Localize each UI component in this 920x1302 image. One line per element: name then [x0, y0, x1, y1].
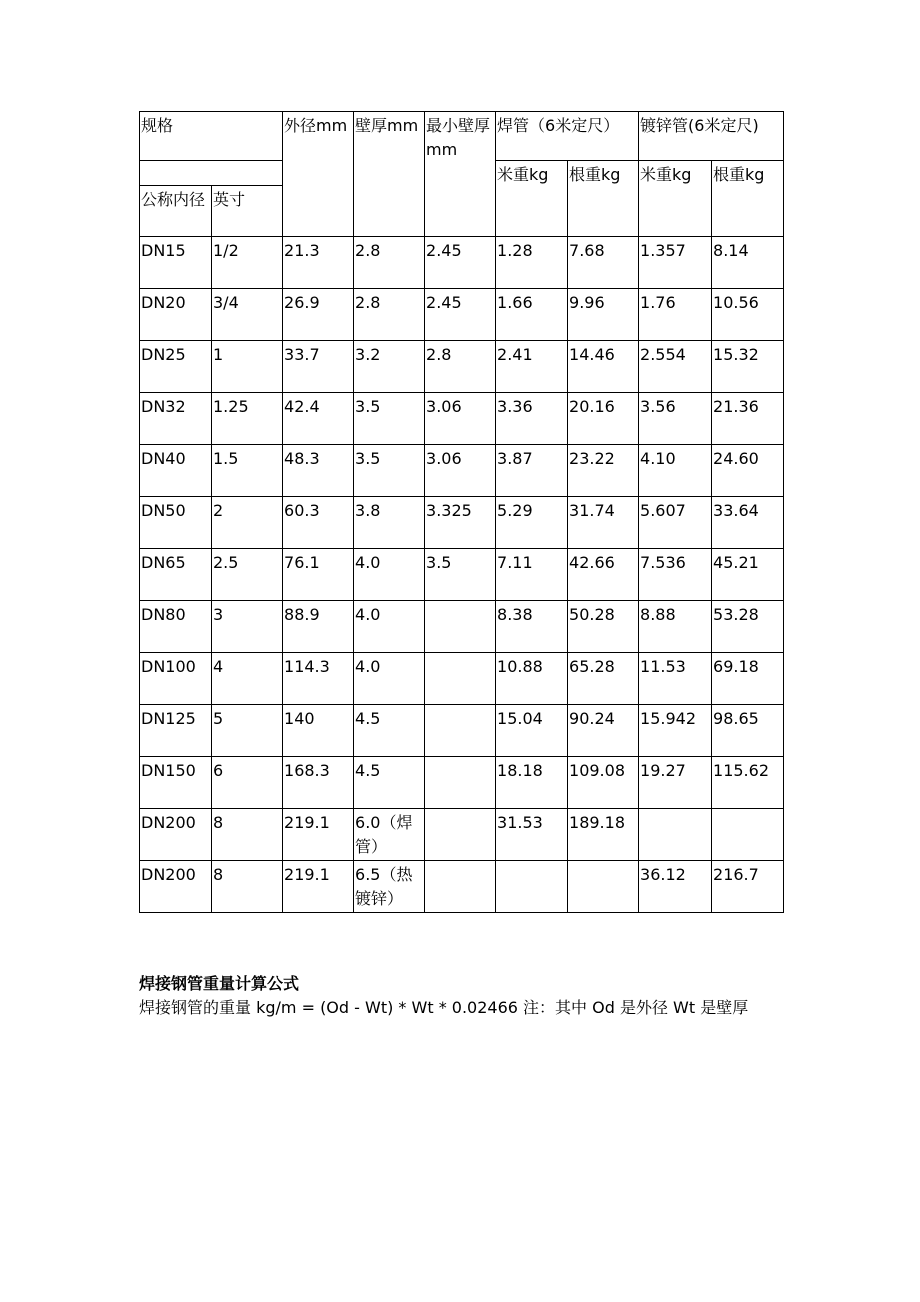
cell-outer-diameter: 168.3 [283, 757, 354, 809]
cell-welded-meter-weight: 1.28 [496, 237, 568, 289]
cell-outer-diameter: 42.4 [283, 393, 354, 445]
cell-welded-piece-weight: 65.28 [568, 653, 639, 705]
cell-welded-piece-weight: 42.66 [568, 549, 639, 601]
cell-galv-piece-weight [712, 809, 784, 861]
formula-section [139, 972, 809, 1020]
cell-min-wall [425, 705, 496, 757]
header-galv-piece-weight: 根重kg [712, 161, 784, 237]
header-welded-pipe: 焊管（6米定尺） [496, 112, 639, 161]
cell-galv-piece-weight: 10.56 [712, 289, 784, 341]
table-row [140, 393, 784, 445]
cell-welded-piece-weight: 90.24 [568, 705, 639, 757]
cell-galv-piece-weight: 21.36 [712, 393, 784, 445]
cell-galv-meter-weight: 1.76 [639, 289, 712, 341]
header-outer-diameter: 外径mm [283, 112, 354, 237]
cell-galv-piece-weight: 24.60 [712, 445, 784, 497]
formula-text: 焊接钢管的重量 kg/m = (Od - Wt) * Wt * 0.02466 注：其中 Od 是外径 Wt 是壁厚 [139, 998, 749, 1017]
cell-min-wall: 3.325 [425, 497, 496, 549]
cell-welded-piece-weight: 7.68 [568, 237, 639, 289]
header-spec: 规格 [140, 112, 283, 161]
cell-nominal-diameter: DN25 [140, 341, 212, 393]
cell-galv-meter-weight: 7.536 [639, 549, 712, 601]
cell-wall-thickness: 3.5 [354, 445, 425, 497]
cell-nominal-diameter: DN80 [140, 601, 212, 653]
cell-wall-thickness: 3.2 [354, 341, 425, 393]
cell-outer-diameter: 33.7 [283, 341, 354, 393]
cell-inch: 2.5 [212, 549, 283, 601]
cell-welded-piece-weight: 31.74 [568, 497, 639, 549]
cell-welded-piece-weight [568, 861, 639, 913]
cell-outer-diameter: 26.9 [283, 289, 354, 341]
cell-galv-meter-weight: 8.88 [639, 601, 712, 653]
cell-galv-piece-weight: 33.64 [712, 497, 784, 549]
cell-inch: 2 [212, 497, 283, 549]
header-welded-piece-weight: 根重kg [568, 161, 639, 237]
cell-min-wall [425, 861, 496, 913]
table-row [140, 445, 784, 497]
cell-outer-diameter: 48.3 [283, 445, 354, 497]
header-min-wall: 最小壁厚mm [425, 112, 496, 237]
table-row [140, 653, 784, 705]
cell-nominal-diameter: DN50 [140, 497, 212, 549]
header-row-1 [140, 112, 784, 161]
header-welded-meter-weight: 米重kg [496, 161, 568, 237]
cell-welded-meter-weight: 5.29 [496, 497, 568, 549]
cell-min-wall: 2.45 [425, 237, 496, 289]
cell-galv-piece-weight: 15.32 [712, 341, 784, 393]
cell-welded-piece-weight: 9.96 [568, 289, 639, 341]
cell-welded-meter-weight: 7.11 [496, 549, 568, 601]
cell-galv-piece-weight: 216.7 [712, 861, 784, 913]
cell-galv-meter-weight: 36.12 [639, 861, 712, 913]
cell-welded-piece-weight: 109.08 [568, 757, 639, 809]
cell-wall-thickness: 6.5（热镀锌） [354, 861, 425, 913]
table-row [140, 289, 784, 341]
cell-galv-piece-weight: 115.62 [712, 757, 784, 809]
cell-outer-diameter: 76.1 [283, 549, 354, 601]
cell-wall-thickness: 4.5 [354, 757, 425, 809]
cell-galv-meter-weight [639, 809, 712, 861]
cell-welded-piece-weight: 14.46 [568, 341, 639, 393]
cell-wall-thickness: 4.0 [354, 549, 425, 601]
cell-min-wall [425, 809, 496, 861]
cell-welded-piece-weight: 50.28 [568, 601, 639, 653]
cell-nominal-diameter: DN200 [140, 861, 212, 913]
cell-galv-piece-weight: 8.14 [712, 237, 784, 289]
steel-pipe-spec-table [139, 111, 784, 913]
cell-outer-diameter: 219.1 [283, 809, 354, 861]
cell-min-wall: 3.06 [425, 393, 496, 445]
cell-inch: 8 [212, 861, 283, 913]
cell-galv-meter-weight: 3.56 [639, 393, 712, 445]
cell-inch: 8 [212, 809, 283, 861]
cell-galv-meter-weight: 19.27 [639, 757, 712, 809]
cell-wall-thickness: 4.5 [354, 705, 425, 757]
cell-wall-thickness: 2.8 [354, 237, 425, 289]
cell-welded-piece-weight: 23.22 [568, 445, 639, 497]
cell-galv-piece-weight: 45.21 [712, 549, 784, 601]
cell-welded-meter-weight: 1.66 [496, 289, 568, 341]
cell-welded-meter-weight [496, 861, 568, 913]
cell-outer-diameter: 21.3 [283, 237, 354, 289]
cell-welded-meter-weight: 2.41 [496, 341, 568, 393]
table-row [140, 757, 784, 809]
cell-galv-meter-weight: 1.357 [639, 237, 712, 289]
table-row [140, 809, 784, 861]
cell-inch: 1/2 [212, 237, 283, 289]
cell-welded-piece-weight: 189.18 [568, 809, 639, 861]
cell-nominal-diameter: DN15 [140, 237, 212, 289]
cell-nominal-diameter: DN65 [140, 549, 212, 601]
cell-galv-meter-weight: 15.942 [639, 705, 712, 757]
cell-inch: 1.5 [212, 445, 283, 497]
table-row [140, 705, 784, 757]
table-row [140, 497, 784, 549]
header-spec-spacer [140, 161, 283, 186]
header-wall-thickness: 壁厚mm [354, 112, 425, 237]
header-galvanized-pipe: 镀锌管(6米定尺) [639, 112, 784, 161]
table-row [140, 601, 784, 653]
cell-outer-diameter: 88.9 [283, 601, 354, 653]
cell-min-wall [425, 757, 496, 809]
cell-min-wall: 3.5 [425, 549, 496, 601]
cell-inch: 5 [212, 705, 283, 757]
table-row [140, 341, 784, 393]
cell-nominal-diameter: DN150 [140, 757, 212, 809]
header-inch: 英寸 [212, 186, 283, 237]
cell-inch: 1 [212, 341, 283, 393]
cell-nominal-diameter: DN32 [140, 393, 212, 445]
cell-min-wall: 2.45 [425, 289, 496, 341]
formula-title: 焊接钢管重量计算公式 [139, 974, 300, 993]
cell-galv-meter-weight: 11.53 [639, 653, 712, 705]
cell-wall-thickness: 4.0 [354, 601, 425, 653]
table-row [140, 237, 784, 289]
cell-wall-thickness: 3.5 [354, 393, 425, 445]
table-row [140, 861, 784, 913]
cell-min-wall [425, 601, 496, 653]
cell-welded-meter-weight: 3.87 [496, 445, 568, 497]
cell-galv-meter-weight: 4.10 [639, 445, 712, 497]
cell-nominal-diameter: DN200 [140, 809, 212, 861]
header-galv-meter-weight: 米重kg [639, 161, 712, 237]
cell-wall-thickness: 3.8 [354, 497, 425, 549]
cell-welded-meter-weight: 8.38 [496, 601, 568, 653]
cell-welded-meter-weight: 18.18 [496, 757, 568, 809]
cell-galv-meter-weight: 5.607 [639, 497, 712, 549]
cell-min-wall: 3.06 [425, 445, 496, 497]
cell-inch: 3 [212, 601, 283, 653]
cell-wall-thickness: 6.0（焊管） [354, 809, 425, 861]
cell-nominal-diameter: DN125 [140, 705, 212, 757]
cell-galv-piece-weight: 98.65 [712, 705, 784, 757]
cell-nominal-diameter: DN40 [140, 445, 212, 497]
cell-galv-piece-weight: 69.18 [712, 653, 784, 705]
cell-inch: 3/4 [212, 289, 283, 341]
cell-outer-diameter: 114.3 [283, 653, 354, 705]
cell-nominal-diameter: DN100 [140, 653, 212, 705]
cell-galv-meter-weight: 2.554 [639, 341, 712, 393]
cell-outer-diameter: 219.1 [283, 861, 354, 913]
cell-outer-diameter: 140 [283, 705, 354, 757]
header-nominal-diameter: 公称内径 [140, 186, 212, 237]
cell-galv-piece-weight: 53.28 [712, 601, 784, 653]
cell-wall-thickness: 4.0 [354, 653, 425, 705]
cell-min-wall [425, 653, 496, 705]
cell-welded-meter-weight: 10.88 [496, 653, 568, 705]
cell-welded-piece-weight: 20.16 [568, 393, 639, 445]
cell-inch: 1.25 [212, 393, 283, 445]
cell-inch: 4 [212, 653, 283, 705]
cell-outer-diameter: 60.3 [283, 497, 354, 549]
table-row [140, 549, 784, 601]
cell-welded-meter-weight: 31.53 [496, 809, 568, 861]
cell-welded-meter-weight: 15.04 [496, 705, 568, 757]
cell-inch: 6 [212, 757, 283, 809]
cell-wall-thickness: 2.8 [354, 289, 425, 341]
cell-nominal-diameter: DN20 [140, 289, 212, 341]
cell-welded-meter-weight: 3.36 [496, 393, 568, 445]
cell-min-wall: 2.8 [425, 341, 496, 393]
